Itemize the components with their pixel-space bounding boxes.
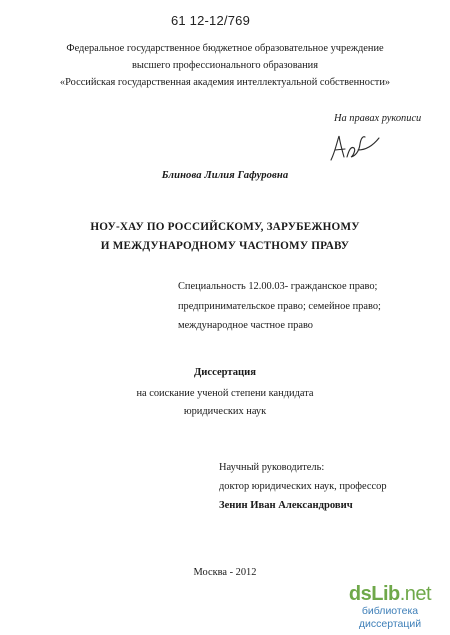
- institution-block: [0, 40, 450, 91]
- degree-description: [0, 385, 450, 420]
- author-name: Блинова Лилия Гафуровна: [161, 170, 289, 181]
- specialty-block: [178, 277, 381, 336]
- watermark-subtitle: библиотека диссертаций: [358, 605, 422, 630]
- supervisor-name: Зенин Иван Александрович: [219, 500, 353, 511]
- dissertation-title: [0, 218, 450, 256]
- supervisor-block: [219, 458, 387, 515]
- watermark-logo-suffix: .net: [399, 583, 432, 605]
- degree-line: юридических наук: [183, 405, 267, 417]
- institution-line: Федеральное государственное бюджетное образовательное учреждение: [66, 43, 384, 54]
- archive-stamp-number: 61 12-12/769: [171, 13, 251, 28]
- specialty-line: предпринимательское право; семейное право;: [178, 300, 381, 312]
- institution-line: «Российская государственная академия интеллектуальной собственности»: [59, 77, 391, 88]
- watermark-logo-main: dsLib: [348, 583, 400, 605]
- signature-icon: [327, 130, 382, 164]
- rights-note: На правах рукописи: [334, 113, 422, 124]
- title-line: НОУ-ХАУ ПО РОССИЙСКОМУ, ЗАРУБЕЖНОМУ: [90, 221, 360, 233]
- dissertation-heading: Диссертация: [194, 367, 256, 378]
- watermark-logo: [334, 583, 446, 605]
- specialty-line: Специальность 12.00.03- гражданское право;: [178, 281, 378, 292]
- title-line: И МЕЖДУНАРОДНОМУ ЧАСТНОМУ ПРАВУ: [100, 240, 350, 252]
- institution-line: высшего профессионального образования: [132, 60, 318, 71]
- degree-line: на соискание ученой степени кандидата: [136, 388, 314, 399]
- specialty-line: международное частное право: [178, 320, 313, 331]
- supervisor-label: Научный руководитель:: [219, 462, 325, 473]
- city-year: Москва - 2012: [193, 567, 257, 578]
- supervisor-degree: доктор юридических наук, профессор: [219, 481, 387, 492]
- dslib-watermark: [334, 583, 446, 631]
